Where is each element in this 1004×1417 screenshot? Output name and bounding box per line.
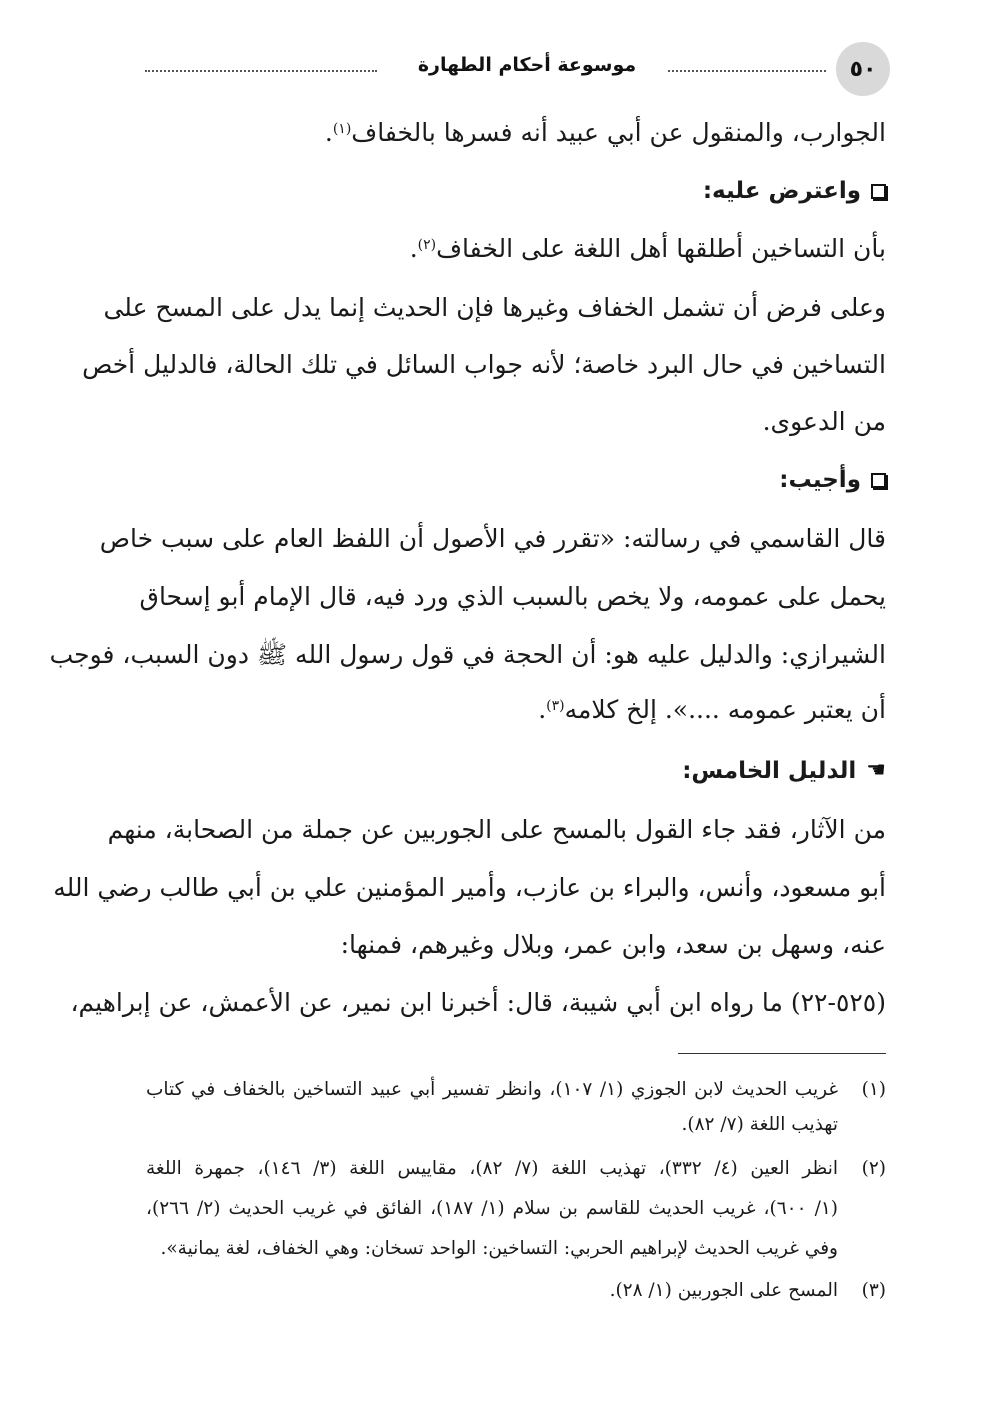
- body-line-4: التساخين في حال البرد خاصة؛ لأنه جواب السائل في تلك الحالة، فالدليل أخص: [82, 350, 886, 379]
- header-dotted-rule-left: [145, 70, 377, 72]
- body-line-7: يحمل على عمومه، ولا يخص بالسبب الذي ورد فيه، قال الإمام أبو إسحاق: [139, 582, 886, 611]
- heading-fifth-evidence: ☚ الدليل الخامس:: [682, 758, 886, 784]
- checkbox-square-icon: [871, 184, 886, 199]
- footnote-text: تهذيب اللغة (٧/ ٨٢).: [681, 1114, 838, 1135]
- footnote-number: (٣): [861, 1280, 886, 1301]
- body-line-3: وعلى فرض أن تشمل الخفاف وغيرها فإن الحديث إنما يدل على المسح على: [103, 293, 886, 322]
- body-line-11: أبو مسعود، وأنس، والبراء بن عازب، وأمير المؤمنين علي بن أبي طالب رضي الله: [53, 873, 886, 902]
- footnote-text: (١/ ٦٠٠)، غريب الحديث للقاسم بن سلام (١/ ١٨٧)، الفائق في غريب الحديث (٢/ ٢٦٦)،: [146, 1198, 838, 1219]
- header-dotted-rule-right: [668, 70, 826, 72]
- body-line-6: قال القاسمي في رسالته: «تقرر في الأصول أن اللفظ العام على سبب خاص: [99, 524, 886, 553]
- footnote-text: المسح على الجوربين (١/ ٢٨).: [609, 1280, 838, 1301]
- body-line-8: الشيرازي: والدليل عليه هو: أن الحجة في قول رسول الله ﷺ دون السبب، فوجب: [49, 640, 886, 669]
- footnote-separator: [678, 1053, 886, 1054]
- body-line-9: أن يعتبر عمومه ....». إلخ كلامه$^{(٣)}$.: [538, 695, 886, 724]
- body-line-10: من الآثار، فقد جاء القول بالمسح على الجوربين عن جملة من الصحابة، منهم: [107, 815, 886, 844]
- body-line-2: بأن التساخين أطلقها أهل اللغة على الخفاف$^{(٢)}$.: [409, 234, 886, 263]
- body-line-12: عنه، وسهل بن سعد، وابن عمر، وبلال وغيرهم، فمنها:: [340, 930, 886, 959]
- footnote-ref-2[interactable]: (٢): [417, 237, 437, 253]
- page-number-badge: ٥٠: [836, 42, 890, 96]
- body-line-13: (٥٢٥-٢٢) ما رواه ابن أبي شيبة، قال: أخبرنا ابن نمير، عن الأعمش، عن إبراهيم،: [70, 988, 886, 1017]
- footnote-text: انظر العين (٤/ ٣٣٢)، تهذيب اللغة (٧/ ٨٢)، مقاييس اللغة (٣/ ١٤٦)، جمهرة اللغة: [146, 1158, 838, 1179]
- checkbox-square-icon: [871, 473, 886, 488]
- page-header: [145, 42, 890, 98]
- footnote-ref-1[interactable]: (١): [332, 121, 352, 137]
- pointing-hand-icon: ☚: [866, 758, 886, 783]
- footnote-ref-3[interactable]: (٣): [546, 698, 565, 714]
- heading-objection: واعترض عليه:: [146, 171, 886, 211]
- footnote-number: (١): [861, 1079, 886, 1100]
- body-line-5: من الدعوى.: [762, 407, 886, 436]
- footnote-number: (٢): [861, 1158, 886, 1179]
- running-title: موسوعة أحكام الطهارة: [417, 54, 637, 76]
- heading-answer: وأجيب:: [146, 460, 886, 500]
- footnote-text: غريب الحديث لابن الجوزي (١/ ١٠٧)، وانظر تفسير أبي عبيد التساخين بالخفاف في كتاب: [146, 1079, 838, 1100]
- footnote-text: وفي غريب الحديث لإبراهيم الحربي: التساخين: الواحد تسخان: وهي الخفاف، لغة يمانية».: [160, 1238, 838, 1259]
- body-line-1: الجوارب، والمنقول عن أبي عبيد أنه فسرها بالخفاف$^{(١)}$.: [324, 118, 886, 147]
